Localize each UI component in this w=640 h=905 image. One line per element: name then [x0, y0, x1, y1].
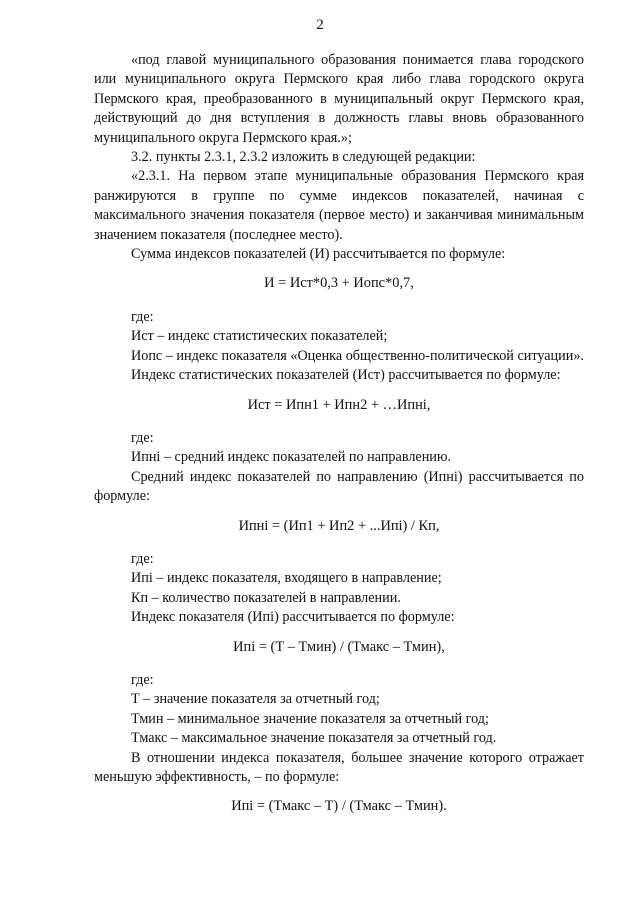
formula-ipi-inverse: Ипi = (Тмакс – Т) / (Тмакс – Тмин).: [231, 798, 447, 815]
page-number: 2: [316, 17, 324, 33]
paragraph-amendment: 3.2. пункты 2.3.1, 2.3.2 изложить в следующей редакции:: [131, 149, 476, 166]
definition-ist: Ист – индекс статистических показателей;: [131, 328, 388, 345]
paragraph-ist-intro: Индекс статистических показателей (Ист) рассчитывается по формуле:: [131, 367, 561, 384]
paragraph-ipi-intro: Индекс показателя (Ипi) рассчитывается по формуле:: [131, 609, 455, 626]
paragraph-inverse-index: В отношении индекса показателя, большее значение которого отражает меньшую эффективность, – по формуле:: [94, 749, 584, 785]
definition-iops: Иопс – индекс показателя «Оценка общественно-политической ситуации».: [131, 347, 584, 364]
paragraph-definition: «под главой муниципального образования понимается глава городского или муниципального округа Пермского края либо глава городского округа Пермского края, преобразованного в муниципальный округ Пермского края, действующий до дня вступления в должность главы вновь образованного муниципального округа Пермского края.»;: [94, 52, 584, 146]
where-label: где:: [131, 429, 154, 446]
where-label: где:: [131, 550, 154, 567]
definition-ipni: Ипнi – средний индекс показателей по направлению.: [131, 449, 452, 466]
paragraph-first-stage: «2.3.1. На первом этапе муниципальные образования Пермского края ранжируются в группе по сумме индексов показателей, начиная с максимального значения показателя (первое место) и заканчивая минимальным значением показателя (последнее место).: [94, 168, 584, 243]
formula-ist: Ист = Ипн1 + Ипн2 + …Ипнi,: [247, 396, 431, 413]
definition-kp: Кп – количество показателей в направлении.: [131, 589, 401, 606]
definition-tmin: Тмин – минимальное значение показателя за отчетный год;: [131, 710, 489, 727]
paragraph-sum-index-intro: Сумма индексов показателей (И) рассчитывается по формуле:: [131, 246, 506, 263]
definition-ipi: Ипi – индекс показателя, входящего в направление;: [131, 570, 442, 587]
document-body: [94, 51, 584, 817]
paragraph-ipni-intro: Средний индекс показателей по направлению (Ипнi) рассчитывается по формуле:: [94, 468, 584, 505]
formula-ipni: Ипнi = (Ип1 + Ип2 + ...Ипi) / Кп,: [238, 517, 440, 534]
definition-t: Т – значение показателя за отчетный год;: [131, 691, 380, 708]
formula-ipi: Ипi = (Т – Тмин) / (Тмакс – Тмин),: [233, 638, 445, 655]
where-label: где:: [131, 671, 154, 688]
definition-tmax: Тмакс – максимальное значение показателя за отчетный год.: [131, 730, 497, 747]
where-label: где:: [131, 308, 154, 325]
formula-sum-index: И = Ист*0,3 + Иопс*0,7,: [264, 275, 414, 292]
